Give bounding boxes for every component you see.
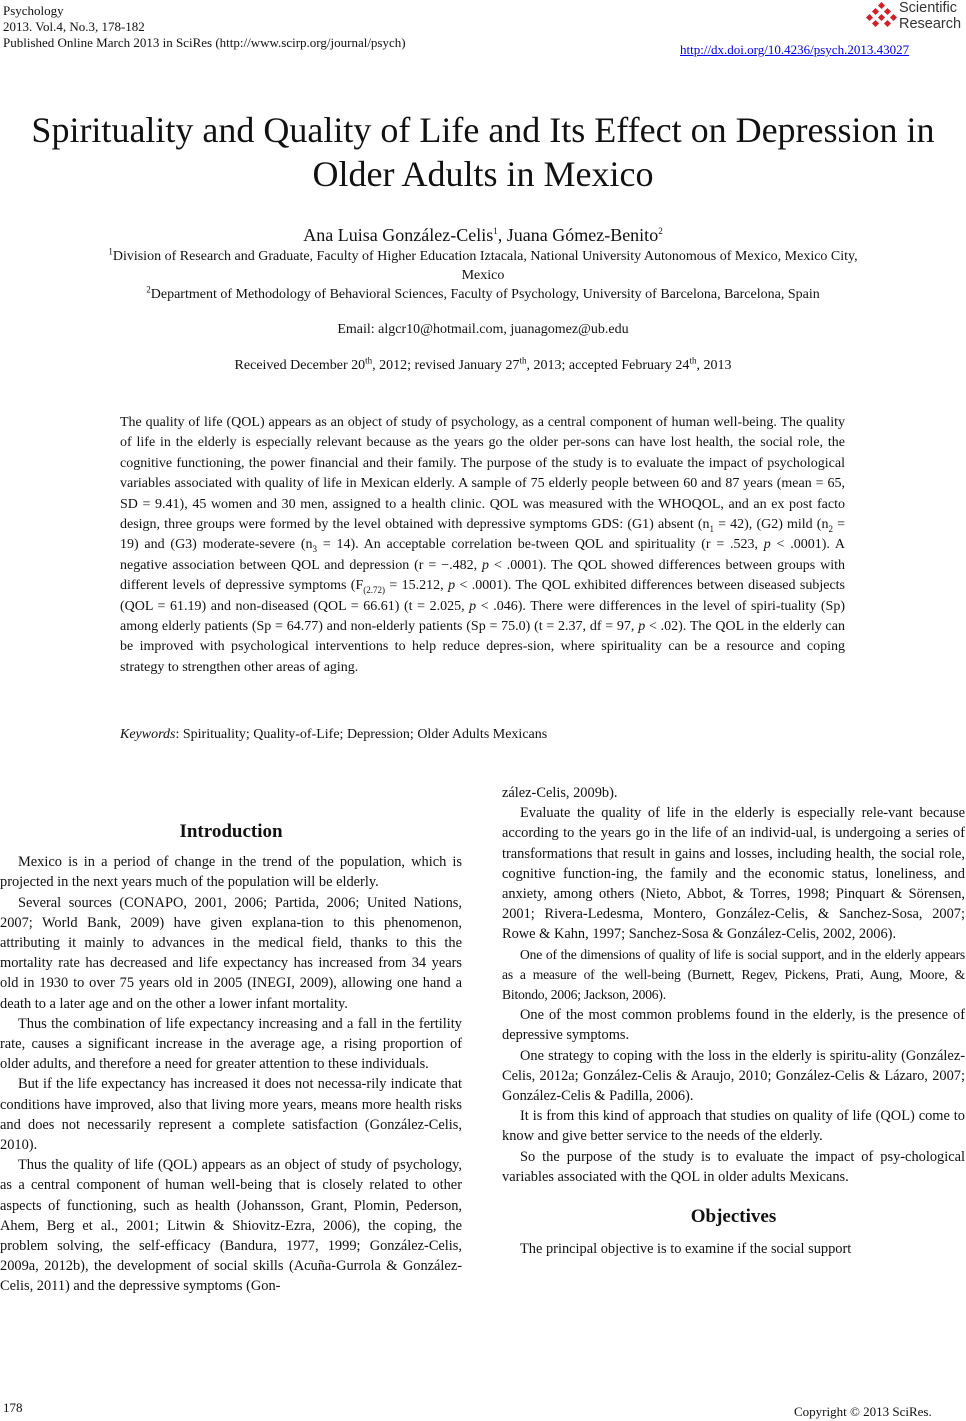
paragraph: One of the dimensions of quality of life is social support, and in the elderly appears as a measure of the well-being (Burnett, Regev, Pickens, Prati, Aung, Moore, & Bitondo, 2006; Jackson, 2006).: [502, 946, 965, 1003]
article-title: [0, 108, 966, 196]
body-right-column: [502, 783, 965, 1259]
received-dates: Received December 20th, 2012; revised January 27th, 2013; accepted February 24th, 2013: [234, 355, 732, 373]
abstract: The quality of life (QOL) appears as an object of study of psychology, as a central component of human well-being. The quality of life in the elderly is especially relevant because as the years go the older per-sons can have lost health, the social role, the cognitive functioning, the power financial and their family. The purpose of the study is to evaluate the impact of psychological variables associated with quality of life in Mexican elderly. A sample of 75 elderly people between 60 and 87 years (mean = 65, SD = 9.41), 45 women and 30 men, assigned to a health clinic. QOL was measured with the WHOQOL, and an ex post facto design, three groups were formed by the level obtained with depressive symptoms GDS: (G1) absent $(n_1 = 42)$, (G2) mild $(n_2 = 19)$ and (G3) moderate-severe $(n_3 = 14)$. An acceptable correlation be-tween QOL and spirituality (r = .523, p < .0001). A negative association between QOL and depression (r = −.482, p < .0001). The QOL showed differences between groups with different levels of depressive symptoms ($F_{(2.72)} = 15.212$, p < .0001). The QOL exhibited differences between diseased subjects (QOL = 61.19) and non-diseased (QOL = 66.61) (t = 2.025, p < .046). There were differences in the level of spiri-tuality (Sp) among elderly patients (Sp = 64.77) and non-elderly patients (Sp = 75.0) (t = 2.37, df = 97, p < .02). The QOL in the elderly can be improved with psychological interventions to help reduce depres-sion, where spirituality can be a resource and coping strategy to strengthen other areas of aging.: [120, 415, 846, 675]
paragraph: One of the most common problems found in the elderly, is the presence of depressive symptoms.: [502, 1007, 965, 1044]
paragraph: Several sources (CONAPO, 2001, 2006; Partida, 2006; United Nations, 2007; World Bank, 2009) have given explana-tion to this phenomenon, attributing it mainly to advances in the medical field, thanks to this the mortality rate has decreased and life expectancy has increased from 34 years old in 1930 to over 75 years old in 2005 (INEGI, 2009), allowing one hand a death to a later age and on the other a lower infant mortality.: [0, 894, 462, 1012]
paragraph: Mexico is in a period of change in the trend of the population, which is projected in the next years much of the population will be elderly.: [0, 854, 462, 891]
paragraph: Evaluate the quality of life in the elderly is especially rele-vant because according to the years go in the life of an individ-ual, is undergoing a series of transformations that result in gains and losses, including health, the social role, cognitive function-ing, the family and the economic status, loneliness, and anxiety, among others (Nieto, Abbot, & Torres, 1998; Pinquart & Sörensen, 2001; Rivera-Ledesma, Montero, González-Celis, & Sanchez-Sosa, 2007; Rowe & Kahn, 1997; Sanchez-Sosa & González-Celis, 2002, 2006).: [502, 805, 965, 943]
paragraph: The principal objective is to examine if the social support: [520, 1241, 852, 1258]
title-line-2: Older Adults in Mexico: [312, 154, 654, 194]
author-1: Ana Luisa González-Celis: [303, 225, 494, 245]
journal-name: Psychology: [3, 3, 64, 18]
doi-link[interactable]: http://dx.doi.org/10.4236/psych.2013.43027: [680, 42, 910, 57]
scirp-logo-icon: [866, 2, 898, 32]
author-2: Juana Gómez-Benito: [506, 225, 659, 245]
paragraph: One strategy to coping with the loss in the elderly is spiritu-ality (González-Celis, 2012a; González-Celis & Araujo, 2010; González-Celis & Lázaro, 2007; González-Celis & Padilla, 2006).: [502, 1047, 965, 1105]
affiliation-1: $^1$Division of Research and Graduate, Faculty of Higher Education Iztacala, National University Autonomous of Mexico, Mexico City, Mexico: [108, 246, 858, 283]
paragraph: So the purpose of the study is to evaluate the impact of psy-chological variables associated with the QOL in older adults Mexicans.: [502, 1148, 965, 1185]
publisher-logo: [866, 0, 966, 36]
page-number: 178: [3, 1400, 23, 1415]
keywords-label: Keywords: [120, 727, 176, 742]
copyright-notice: Copyright © 2013 SciRes.: [794, 1404, 932, 1419]
section-heading-introduction: Introduction: [179, 821, 283, 842]
section-heading-objectives: Objectives: [690, 1206, 777, 1228]
body-left-column: [0, 822, 462, 1297]
title-line-1: Spirituality and Quality of Life and Its Effect on Depression in: [31, 110, 935, 150]
journal-volume: 2013. Vol.4, No.3, 178-182: [3, 19, 145, 34]
logo-text-scientific: Scientific: [899, 0, 958, 16]
journal-info: [3, 3, 406, 51]
journal-publication: Published Online March 2013 in SciRes (http://www.scirp.org/journal/psych): [3, 35, 406, 50]
paragraph: But if the life expectancy has increased it does not necessa-rily indicate that conditions have improved, also that living more years, means more health risks and does not necessarily represent a complete satisfaction (González-Celis, 2010).: [0, 1076, 462, 1154]
paragraph-continuation: zález-Celis, 2009b).: [502, 785, 618, 801]
paragraph: Thus the combination of life expectancy increasing and a fall in the fertility rate, causes a significant increase in the average age, a rising proportion of older adults, and therefore a need for greater attention to these individuals.: [0, 1015, 462, 1073]
author-list: Ana Luisa González-Celis$^1$, Juana Gómez-Benito$^2$: [303, 225, 663, 245]
keywords-text: : Spirituality; Quality-of-Life; Depression; Older Adults Mexicans: [175, 727, 548, 742]
author-email: Email: algcr10@hotmail.com, juanagomez@ub.edu: [337, 322, 629, 337]
paragraph: It is from this kind of approach that studies on quality of life (QOL) come to know and give better service to the needs of the elderly.: [502, 1108, 965, 1145]
logo-text-research: Research: [899, 16, 962, 32]
paragraph: Thus the quality of life (QOL) appears as an object of study of psychology, as a central component of human well-being that is closely related to other aspects of functioning, such as health (Johansson, Grant, Plomin, Pederson, Ahem, Berg et al., 2001; Litwin & Shiovitz-Ezra, 2006), the coping, the problem solving, the self-efficacy (Bandura, 1977, 1999; González-Celis, 2009a, 2012b), the development of social skills (Acuña-Gurrola & González-Celis, 2011) and the depressive symptoms (Gon-: [0, 1157, 462, 1295]
affiliation-2: $^2$Department of Methodology of Behavioral Sciences, Faculty of Psychology, University of Barcelona, Barcelona, Spain: [146, 284, 820, 302]
keywords: [120, 727, 845, 743]
